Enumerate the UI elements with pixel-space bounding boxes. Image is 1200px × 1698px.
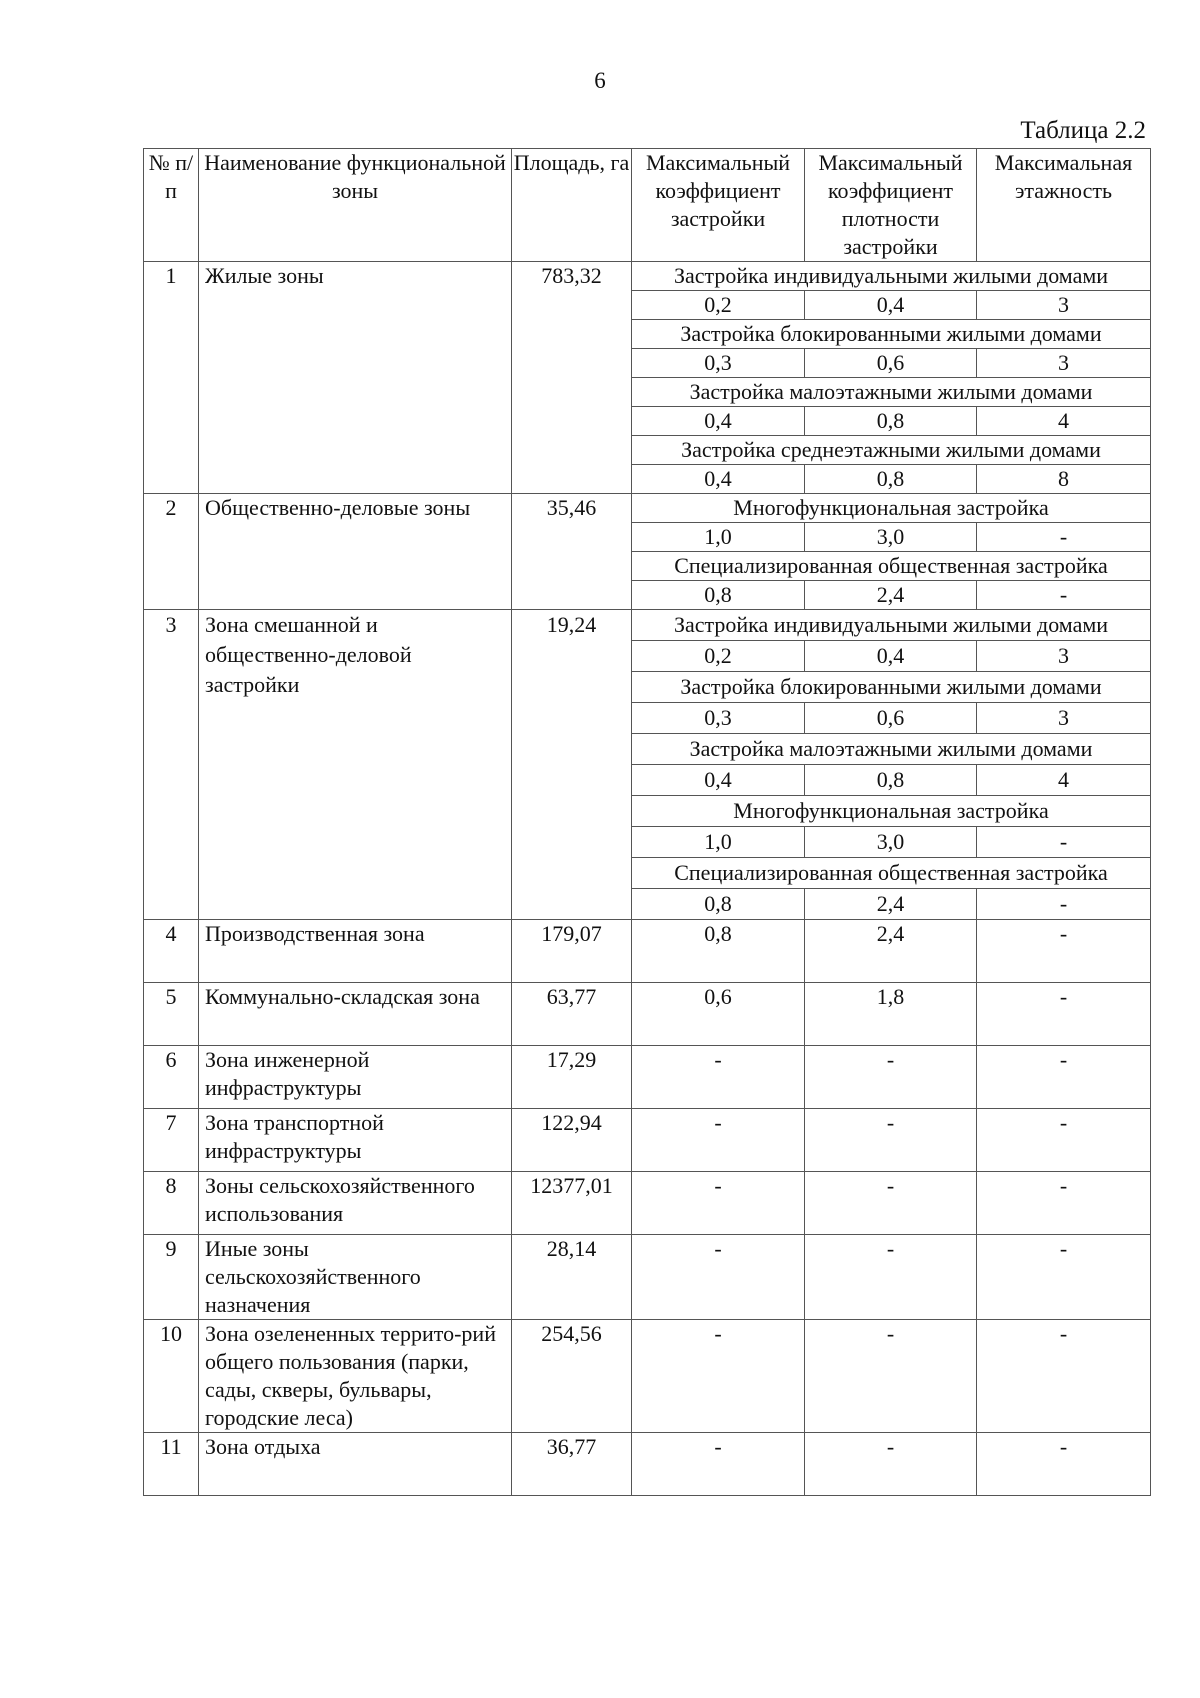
building-coefficient: 0,4 [632,407,805,436]
building-coefficient: 0,8 [632,920,805,983]
zone-number: 1 [144,262,199,494]
header-zone-name: Наименование функциональной зоны [199,149,512,262]
zone-area: 122,94 [512,1109,632,1172]
zone-row-11 [144,1433,1151,1496]
max-floors: 4 [977,407,1151,436]
zone-area: 12377,01 [512,1172,632,1235]
zone-number: 8 [144,1172,199,1235]
max-floors: - [977,920,1151,983]
max-floors: - [977,1320,1151,1433]
zone-number: 4 [144,920,199,983]
development-type: Многофункциональная застройка [632,494,1151,523]
building-coefficient: 0,3 [632,349,805,378]
zone-row-8 [144,1172,1151,1235]
header-num: № п/п [144,149,199,262]
table-caption: Таблица 2.2 [1020,117,1146,144]
building-coefficient: 0,2 [632,291,805,320]
density-coefficient: 0,6 [805,703,977,734]
max-floors: 3 [977,703,1151,734]
page-number: 6 [594,68,606,93]
density-coefficient: 3,0 [805,827,977,858]
density-coefficient: - [805,1046,977,1109]
header-area: Площадь, га [512,149,632,262]
zone-name: Зона смешанной и общественно-деловой застройки [199,610,512,920]
development-type: Застройка среднеэтажными жилыми домами [632,436,1151,465]
zone-name: Зона озелененных террито-рий общего пользования (парки, сады, скверы, бульвары, городские леса) [199,1320,512,1433]
building-coefficient: 0,8 [632,581,805,610]
zone-number: 11 [144,1433,199,1496]
density-coefficient: - [805,1433,977,1496]
density-coefficient: 0,8 [805,465,977,494]
building-coefficient: - [632,1433,805,1496]
max-floors: - [977,1109,1151,1172]
zone-area: 783,32 [512,262,632,494]
zone-name: Зоны сельскохозяйственного использования [199,1172,512,1235]
zone-area: 179,07 [512,920,632,983]
zone-name: Иные зоны сельскохозяйственного назначения [199,1235,512,1320]
density-coefficient: 0,8 [805,765,977,796]
building-coefficient: 0,2 [632,641,805,672]
zone-area: 19,24 [512,610,632,920]
density-coefficient: 1,8 [805,983,977,1046]
simple-zone-rows [144,920,1151,1496]
zone-name: Производственная зона [199,920,512,983]
header-max-density-coefficient: Максимальный коэффициент плотности застройки [805,149,977,262]
density-coefficient: 2,4 [805,581,977,610]
zone-number: 9 [144,1235,199,1320]
zone-row-5 [144,983,1151,1046]
development-type: Застройка малоэтажными жилыми домами [632,734,1151,765]
development-type: Специализированная общественная застройка [632,858,1151,889]
functional-zones-table [143,148,1151,1496]
development-type: Специализированная общественная застройка [632,552,1151,581]
max-floors: - [977,1172,1151,1235]
zone-number: 3 [144,610,199,920]
building-coefficient: - [632,1109,805,1172]
density-coefficient: 0,6 [805,349,977,378]
max-floors: - [977,581,1151,610]
density-coefficient: - [805,1172,977,1235]
building-coefficient: - [632,1320,805,1433]
development-type: Застройка блокированными жилыми домами [632,672,1151,703]
building-coefficient: 0,4 [632,465,805,494]
zone-area: 254,56 [512,1320,632,1433]
zone-name: Коммунально-складская зона [199,983,512,1046]
header-max-floors: Максимальная этажность [977,149,1151,262]
zone-area: 35,46 [512,494,632,610]
max-floors: 4 [977,765,1151,796]
development-type: Застройка индивидуальными жилыми домами [632,610,1151,641]
density-coefficient: - [805,1320,977,1433]
development-type: Застройка малоэтажными жилыми домами [632,378,1151,407]
building-coefficient: - [632,1235,805,1320]
zone-area: 17,29 [512,1046,632,1109]
density-coefficient: 0,4 [805,291,977,320]
building-coefficient: 0,4 [632,765,805,796]
density-coefficient: 0,4 [805,641,977,672]
building-coefficient: 1,0 [632,523,805,552]
density-coefficient: 2,4 [805,889,977,920]
density-coefficient: 3,0 [805,523,977,552]
density-coefficient: 2,4 [805,920,977,983]
zone-row-7 [144,1109,1151,1172]
building-coefficient: 0,6 [632,983,805,1046]
zone-name: Зона транспортной инфраструктуры [199,1109,512,1172]
max-floors: - [977,1433,1151,1496]
density-coefficient: - [805,1109,977,1172]
building-coefficient: 0,8 [632,889,805,920]
zone-number: 7 [144,1109,199,1172]
zone-name: Общественно-деловые зоны [199,494,512,610]
zone-row-4 [144,920,1151,983]
max-floors: 3 [977,291,1151,320]
max-floors: - [977,983,1151,1046]
zone-row-1 [144,262,1151,494]
zone-row-3 [144,610,1151,920]
max-floors: - [977,1046,1151,1109]
zone-row-10 [144,1320,1151,1433]
max-floors: - [977,889,1151,920]
zone-name: Зона отдыха [199,1433,512,1496]
density-coefficient: - [805,1235,977,1320]
building-coefficient: 0,3 [632,703,805,734]
zone-number: 5 [144,983,199,1046]
zone-area: 28,14 [512,1235,632,1320]
max-floors: 3 [977,641,1151,672]
max-floors: - [977,1235,1151,1320]
zone-name: Жилые зоны [199,262,512,494]
zone-name: Зона инженерной инфраструктуры [199,1046,512,1109]
development-type: Многофункциональная застройка [632,796,1151,827]
zone-row-6 [144,1046,1151,1109]
building-coefficient: 1,0 [632,827,805,858]
max-floors: - [977,523,1151,552]
max-floors: 3 [977,349,1151,378]
zone-row-9 [144,1235,1151,1320]
building-coefficient: - [632,1046,805,1109]
density-coefficient: 0,8 [805,407,977,436]
building-coefficient: - [632,1172,805,1235]
zone-number: 6 [144,1046,199,1109]
max-floors: 8 [977,465,1151,494]
zone-area: 63,77 [512,983,632,1046]
max-floors: - [977,827,1151,858]
header-max-building-coefficient: Максимальный коэффициент застройки [632,149,805,262]
development-type: Застройка блокированными жилыми домами [632,320,1151,349]
table-header-row [144,149,1151,262]
development-type: Застройка индивидуальными жилыми домами [632,262,1151,291]
zone-row-2 [144,494,1151,610]
zone-number: 10 [144,1320,199,1433]
zone-number: 2 [144,494,199,610]
zone-area: 36,77 [512,1433,632,1496]
